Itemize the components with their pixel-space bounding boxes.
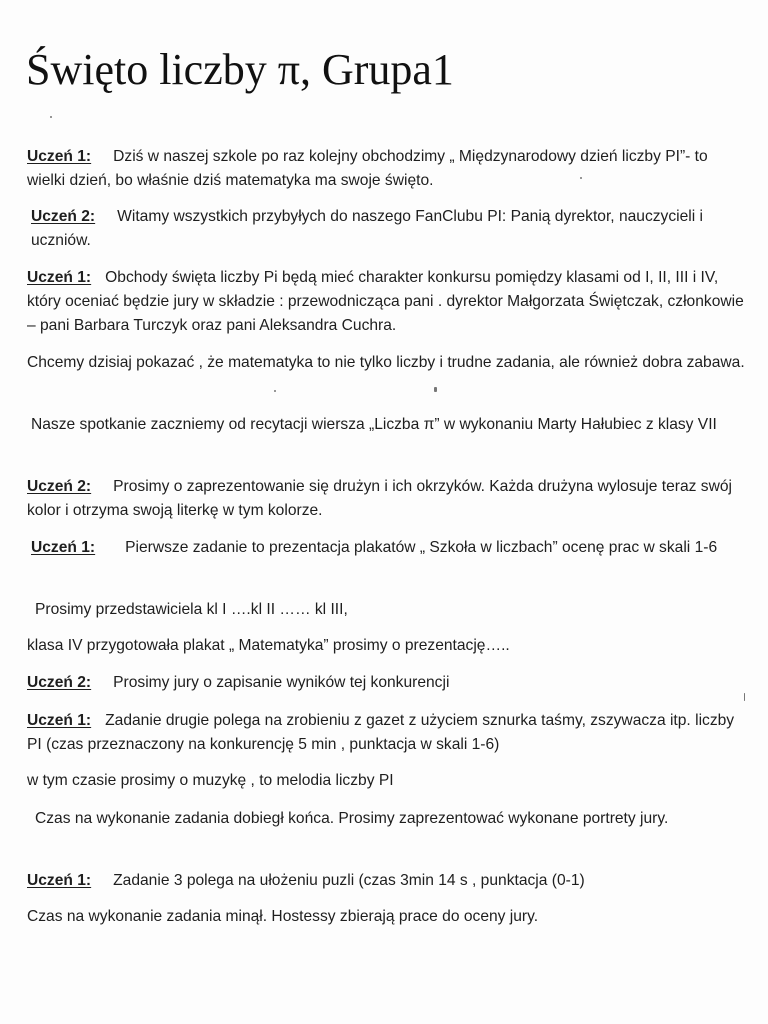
scan-speck [50,116,52,118]
scan-speck [274,390,276,392]
paragraph [27,634,747,658]
paragraph [27,205,751,253]
paragraph-text: w tym czasie prosimy o muzykę , to melodia liczby PI [27,772,394,789]
paragraph [27,351,747,375]
paragraph-text: Chcemy dzisiaj pokazać , że matematyka to nie tylko liczby i trudne zadania, ale również dobra zabawa. [27,354,745,371]
paragraph-text: Obchody święta liczby Pi będą mieć charakter konkursu pomiędzy klasami od I, II, III i IV, który oceniać będzie jury w składzie : przewodnicząca pani . dyrektor Małgorzata Świętczak, członkowie – pani Barbara Turczyk oraz pani Aleksandra Cuchra. [27,269,744,334]
paragraph [27,671,747,695]
paragraph-text: Prosimy o zaprezentowanie się drużyn i ich okrzyków. Każda drużyna wylosuje teraz swój kolor i otrzyma swoją literkę w tym kolorze. [27,478,732,519]
speaker-label: Uczeń 2: [31,208,96,225]
scan-speck [744,693,745,701]
paragraph [27,709,747,757]
paragraph [27,413,751,437]
scan-speck [434,387,437,392]
speaker-label: Uczeń 1: [31,539,96,556]
speaker-label: Uczeń 1: [27,269,92,286]
paragraph-text: Czas na wykonanie zadania dobiegł końca. Prosimy zaprezentować wykonane portrety jury. [35,810,669,827]
document-title: Święto liczby π, Grupa1 [26,45,454,94]
paragraph [27,475,747,523]
paragraph [27,905,747,929]
speaker-label: Uczeń 1: [27,148,92,165]
speaker-label: Uczeń 1: [27,712,92,729]
paragraph [27,145,747,193]
paragraph [27,769,747,793]
speaker-label: Uczeń 2: [27,478,92,495]
paragraph-text: Prosimy jury o zapisanie wyników tej konkurencji [113,674,450,691]
paragraph [27,536,751,560]
speaker-label: Uczeń 1: [27,872,92,889]
scan-speck [580,177,582,179]
paragraph [27,869,747,893]
paragraph-text: Witamy wszystkich przybyłych do naszego FanClubu PI: Panią dyrektor, nauczycieli i uczniów. [31,208,704,249]
paragraph [27,266,747,338]
paragraph-text: Nasze spotkanie zaczniemy od recytacji wiersza „Liczba π” w wykonaniu Marty Hałubiec z klasy VII [31,416,717,433]
paragraph-text: Zadanie drugie polega na zrobieniu z gazet z użyciem sznurka taśmy, zszywacza itp. liczby PI (czas przeznaczony na konkurencję 5 min , punktacja w skali 1-6) [27,712,735,753]
speaker-label: Uczeń 2: [27,674,92,691]
paragraph-text: Dziś w naszej szkole po raz kolejny obchodzimy „ Międzynarodowy dzień liczby PI”- to wielki dzień, bo właśnie dziś matematyka ma swoje święto. [27,148,708,189]
paragraph-text: klasa IV przygotowała plakat „ Matematyka” prosimy o prezentację….. [27,637,510,654]
paragraph-text: Zadanie 3 polega na ułożeniu puzli (czas 3min 14 s , punktacja (0-1) [113,872,585,889]
paragraph [27,598,755,622]
paragraph-text: Pierwsze zadanie to prezentacja plakatów „ Szkoła w liczbach” ocenę prac w skali 1-6 [125,539,718,556]
paragraph [27,807,755,831]
paragraph-text: Czas na wykonanie zadania minął. Hostessy zbierają prace do oceny jury. [27,908,539,925]
paragraph-text: Prosimy przedstawiciela kl I ….kl II …… kl III, [35,601,348,618]
